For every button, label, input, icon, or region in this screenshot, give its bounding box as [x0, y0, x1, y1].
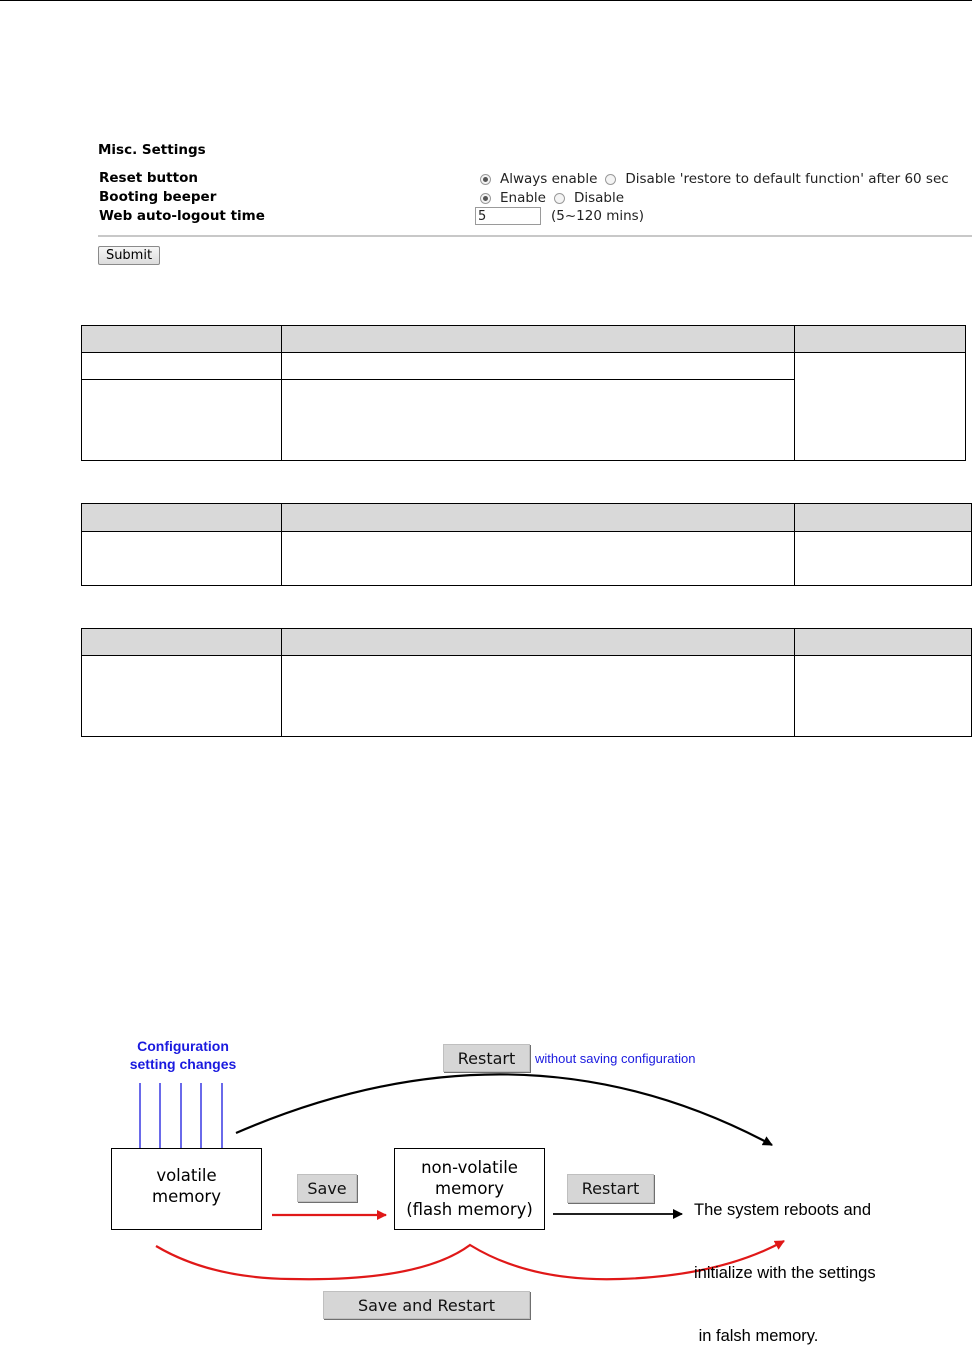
- restart-button[interactable]: Restart: [567, 1174, 654, 1203]
- volatile-line1: volatile: [156, 1166, 217, 1185]
- config-changes-caption: [120, 1037, 246, 1073]
- volatile-memory-box: [111, 1148, 262, 1230]
- booting-beeper-label: Booting beeper: [99, 189, 217, 205]
- reset-always-enable-label[interactable]: Always enable: [500, 171, 598, 187]
- web-auto-logout-hint: (5~120 mins): [551, 208, 644, 224]
- nonvolatile-memory-box: [394, 1148, 545, 1230]
- config-changes-line1: Configuration: [137, 1038, 229, 1054]
- reboot-description: [694, 1158, 876, 1368]
- restart-without-save-arrow: [236, 1074, 772, 1145]
- config-changes-line2: setting changes: [129, 1056, 237, 1072]
- nonvolatile-line2: memory: [435, 1179, 504, 1198]
- restart-top-button[interactable]: Restart: [443, 1044, 530, 1072]
- nonvolatile-line1: non-volatile: [421, 1158, 518, 1177]
- nonvolatile-line3: (flash memory): [406, 1200, 533, 1219]
- save-and-restart-button[interactable]: Save and Restart: [323, 1291, 530, 1319]
- reboot-line1: The system reboots and: [694, 1201, 872, 1219]
- web-auto-logout-label: Web auto-logout time: [99, 208, 265, 224]
- volatile-line2: memory: [152, 1187, 221, 1206]
- restart-top-note: without saving configuration: [535, 1051, 696, 1066]
- beeper-disable-label[interactable]: Disable: [573, 190, 625, 206]
- reset-disable-label[interactable]: Disable 'restore to default function' after 60 sec: [625, 171, 949, 187]
- save-button[interactable]: Save: [297, 1174, 357, 1202]
- reboot-line2: initialize with the settings: [694, 1264, 876, 1282]
- misc-settings-title: Misc. Settings: [98, 142, 206, 158]
- save-and-restart-arrow: [156, 1241, 784, 1279]
- reset-button-label: Reset button: [99, 170, 198, 186]
- web-auto-logout-input[interactable]: 5: [475, 207, 541, 225]
- beeper-enable-label[interactable]: Enable: [500, 190, 546, 206]
- reboot-line3: in falsh memory.: [694, 1327, 819, 1345]
- submit-button[interactable]: Submit: [98, 246, 160, 265]
